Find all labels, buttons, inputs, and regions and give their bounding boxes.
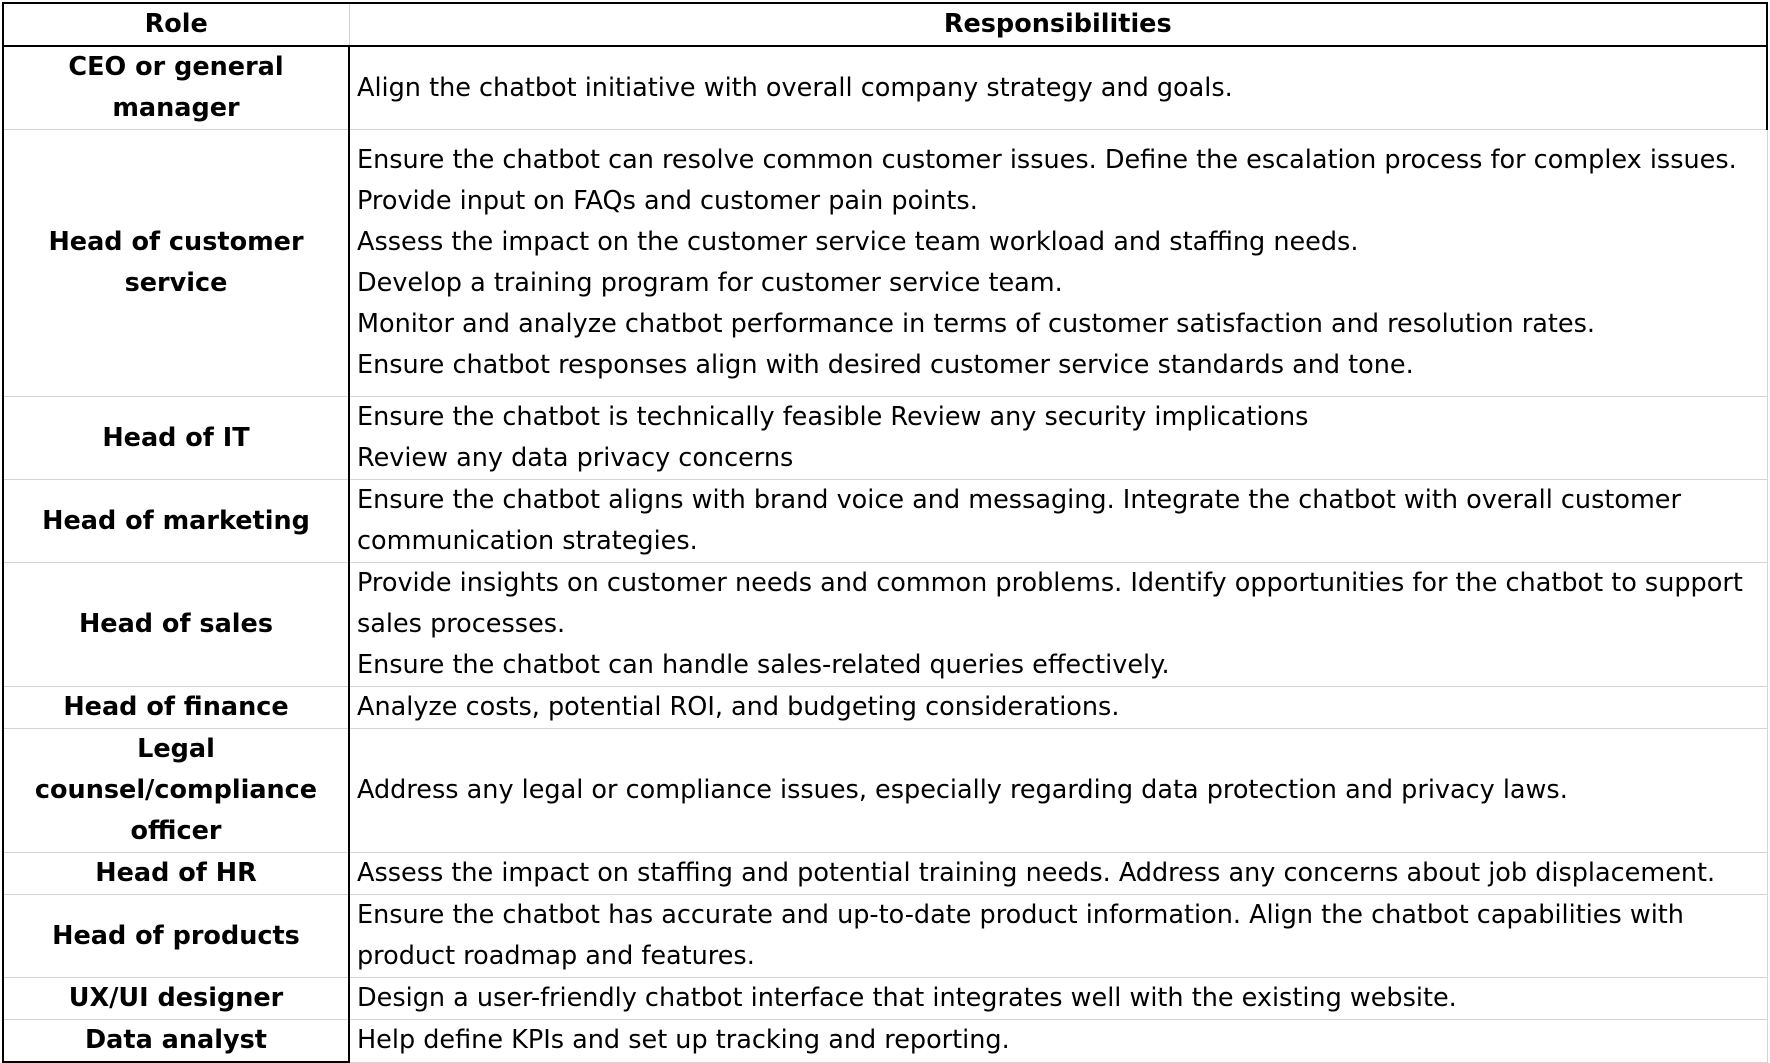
role-column-header: Role [3,3,349,46]
responsibilities-cell[interactable] [349,480,1767,563]
responsibility-line: Assess the impact on the customer service team workload and staffing needs. [357,227,1359,257]
responsibility-line: Review any data privacy concerns [357,443,794,473]
table-row [3,853,1767,895]
role-label: Head of IT [102,422,250,453]
table-row [3,130,1767,397]
responsibility-line: Align the chatbot initiative with overall company strategy and goals. [357,72,1233,103]
responsibilities-cell[interactable] [349,853,1767,895]
table-row [3,480,1767,563]
role-label: Head of customer service [48,227,304,298]
responsibility-line: Provide input on FAQs and customer pain points. [357,186,978,216]
responsibilities-cell[interactable] [349,687,1767,729]
role-cell[interactable] [3,130,349,397]
responsibility-line: Address any legal or compliance issues, especially regarding data protection and privacy laws. [357,775,1568,805]
responsibilities-cell[interactable] [349,895,1767,978]
responsibilities-cell[interactable] [349,729,1767,853]
role-cell[interactable] [3,853,349,895]
responsibility-line: Assess the impact on staffing and potential training needs. Address any concerns about job displacement. [357,858,1716,888]
role-cell[interactable] [3,46,349,130]
table-row [3,729,1767,853]
responsibility-line: Ensure the chatbot can handle sales-related queries effectively. [357,650,1170,680]
responsibility-line: Ensure chatbot responses align with desired customer service standards and tone. [357,350,1414,380]
responsibilities-cell[interactable] [349,46,1767,130]
responsibility-line: Help define KPIs and set up tracking and reporting. [357,1025,1010,1056]
role-cell[interactable] [3,397,349,480]
responsibilities-cell[interactable] [349,1020,1767,1063]
table-row [3,1020,1767,1063]
table-row [3,687,1767,729]
responsibility-line: Provide insights on customer needs and common problems. Identify opportunities for the chatbot to support sales processes. [357,568,1743,639]
role-label: Head of finance [63,692,289,722]
role-label: CEO or general manager [68,52,284,123]
role-label: Data analyst [85,1025,267,1055]
role-label: Head of products [52,920,300,951]
responsibilities-cell[interactable] [349,397,1767,480]
responsibilities-cell[interactable] [349,563,1767,687]
responsibility-line: Ensure the chatbot can resolve common customer issues. Define the escalation process for complex issues. [357,145,1737,175]
role-cell[interactable] [3,1020,349,1063]
role-cell[interactable] [3,480,349,563]
role-cell[interactable] [3,978,349,1020]
role-label: Head of marketing [42,505,310,536]
roles-responsibilities-table [2,2,1768,1063]
responsibility-line: Analyze costs, potential ROI, and budgeting considerations. [357,692,1120,722]
table-row [3,46,1767,130]
responsibility-line: Design a user-friendly chatbot interface that integrates well with the existing website. [357,983,1457,1013]
role-cell[interactable] [3,687,349,729]
responsibility-line: Ensure the chatbot aligns with brand voice and messaging. Integrate the chatbot with overall customer communication strategies. [357,485,1681,556]
role-cell[interactable] [3,729,349,853]
role-cell[interactable] [3,563,349,687]
table-row [3,895,1767,978]
role-label: Head of sales [78,609,274,639]
responsibility-line: Ensure the chatbot is technically feasible Review any security implications [357,402,1309,432]
responsibilities-cell[interactable] [349,978,1767,1020]
table-header-row [3,3,1767,46]
role-label: UX/UI designer [68,983,284,1013]
table-row [3,397,1767,480]
role-label: Legal counsel/compliance officer [34,734,318,846]
responsibility-line: Ensure the chatbot has accurate and up-to-date product information. Align the chatbot capabilities with product roadmap and features. [357,900,1684,971]
role-cell[interactable] [3,895,349,978]
responsibility-line: Monitor and analyze chatbot performance in terms of customer satisfaction and resolution rates. [357,309,1595,339]
role-label: Head of HR [95,858,257,888]
responsibilities-cell[interactable] [349,130,1767,397]
responsibilities-column-header: Responsibilities [349,3,1767,46]
table-row [3,978,1767,1020]
responsibility-line: Develop a training program for customer service team. [357,268,1063,298]
table-row [3,563,1767,687]
